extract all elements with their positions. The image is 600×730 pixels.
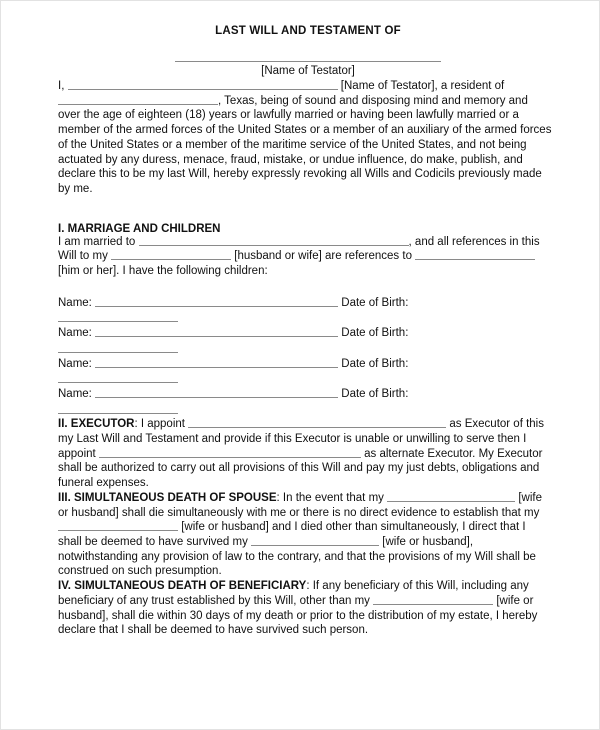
child-dob-label: Date of Birth: bbox=[341, 357, 409, 370]
spouse-relation-field-3[interactable] bbox=[251, 536, 379, 546]
child-dob-field[interactable] bbox=[58, 373, 178, 383]
child-dob-field[interactable] bbox=[58, 343, 178, 353]
child-row bbox=[58, 357, 552, 372]
opening-after-name: [Name of Testator], a resident of bbox=[340, 80, 505, 92]
marriage-line1-pre: I am married to bbox=[58, 235, 136, 248]
marriage-line1-post: , and all references in this Will to my bbox=[58, 235, 540, 263]
section-spouse-death bbox=[58, 491, 552, 579]
section-heading-marriage: I. MARRIAGE AND CHILDREN bbox=[58, 222, 221, 235]
section-executor bbox=[58, 417, 552, 491]
child-name-field[interactable] bbox=[95, 358, 338, 368]
marriage-line3-post: [him or her]. I have the following children: bbox=[58, 265, 268, 278]
testator-name-blank[interactable] bbox=[175, 61, 441, 62]
child-name-field[interactable] bbox=[95, 297, 338, 307]
executor-part1: as Executor of this my Last Will and Testament and provide if this Executor is unable or unwilling to serve then I appoint bbox=[58, 418, 544, 460]
child-row bbox=[58, 387, 552, 402]
child-name-label: Name: bbox=[58, 387, 92, 400]
section-heading-executor: II. EXECUTOR bbox=[58, 418, 135, 431]
spouse-relation-field[interactable] bbox=[111, 250, 231, 260]
alternate-executor-field[interactable] bbox=[99, 448, 361, 458]
beneficiary-part1: [wife or husband], shall die within 30 days of my death or prior to the distribution of my estate, I hereby declare that I shall be deemed to have survived such person. bbox=[58, 594, 538, 637]
child-dob-row bbox=[58, 342, 552, 357]
child-name-label: Name: bbox=[58, 357, 92, 370]
spouse-name-field[interactable] bbox=[139, 236, 409, 246]
beneficiary-after-heading: : If any beneficiary of this Will, including any beneficiary of any trust established by this Will, other than my bbox=[58, 580, 529, 607]
opening-body: , Texas, being of sound and disposing mind and memory and over the age of eighteen (18) years or lawfully married or having been lawfully married or a member of the armed forces of the United States or a member of an auxiliary of the armed forces of the United States or a member of the maritime service of the United States, and not being actuated by any duress, menace, fraud, mistake, or undue influence, do make, publish, and declare this to be my last Will, hereby expressly revoking all Wills and Codicils previously made by me. bbox=[58, 94, 552, 195]
section-heading-beneficiary: IV. SIMULTANEOUS DEATH OF BENEFICIARY bbox=[58, 580, 307, 593]
testator-signature-block bbox=[64, 61, 552, 79]
child-name-label: Name: bbox=[58, 327, 92, 340]
testator-name-field[interactable] bbox=[68, 80, 338, 90]
page-title: LAST WILL AND TESTAMENT OF bbox=[215, 25, 401, 37]
child-row bbox=[58, 296, 552, 311]
child-name-label: Name: bbox=[58, 296, 92, 309]
executor-after-heading: : I appoint bbox=[134, 418, 185, 431]
child-dob-field[interactable] bbox=[58, 312, 178, 322]
spouse-relation-field-2[interactable] bbox=[58, 521, 178, 531]
county-field[interactable] bbox=[58, 95, 218, 105]
marriage-line2-post: [husband or wife] are references to bbox=[234, 250, 412, 263]
marriage-paragraph bbox=[58, 235, 552, 279]
beneficiary-spouse-field[interactable] bbox=[373, 595, 493, 605]
child-dob-row bbox=[58, 372, 552, 387]
child-row bbox=[58, 326, 552, 341]
child-dob-label: Date of Birth: bbox=[341, 387, 409, 400]
children-list bbox=[58, 296, 552, 418]
child-dob-label: Date of Birth: bbox=[341, 296, 409, 309]
pronoun-field[interactable] bbox=[415, 250, 535, 260]
spouse-after-heading: : In the event that my bbox=[276, 491, 384, 504]
executor-name-field[interactable] bbox=[188, 418, 446, 428]
opening-paragraph bbox=[58, 79, 552, 197]
opening-lead: I, bbox=[58, 80, 65, 92]
executor-part2: as alternate Executor. My Executor shall be authorized to carry out all provisions of this Will and pay my just debts, obligations and funeral expenses. bbox=[58, 447, 543, 490]
child-dob-row bbox=[58, 311, 552, 326]
document-content bbox=[58, 1, 552, 638]
spouse-part1: [wife or husband] shall die simultaneously with me or there is no direct evidence to establish that my bbox=[58, 491, 542, 519]
child-name-field[interactable] bbox=[95, 388, 338, 398]
spouse-part2: [wife or husband] and I died other than simultaneously, I direct that I shall be deemed to have survived my bbox=[58, 521, 526, 548]
section-beneficiary-death bbox=[58, 579, 552, 638]
spouse-relation-field-1[interactable] bbox=[387, 492, 515, 502]
testator-name-caption: [Name of Testator] bbox=[261, 65, 355, 77]
child-dob-row bbox=[58, 403, 552, 418]
child-dob-label: Date of Birth: bbox=[341, 327, 409, 340]
child-dob-field[interactable] bbox=[58, 404, 178, 414]
child-name-field[interactable] bbox=[95, 327, 338, 337]
section-heading-spouse: III. SIMULTANEOUS DEATH OF SPOUSE bbox=[58, 491, 277, 504]
spouse-part3: [wife or husband], notwithstanding any provision of law to the contrary, and that the provisions of my Will shall be construed on such presumption. bbox=[58, 535, 536, 578]
